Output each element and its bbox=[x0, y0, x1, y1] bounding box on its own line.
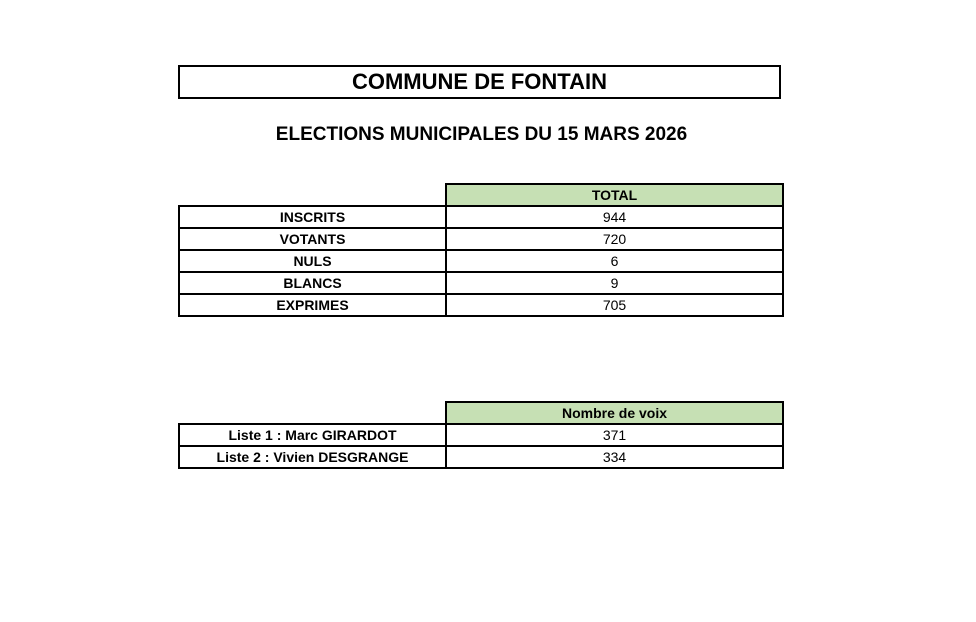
list-1-label: Liste 1 : Marc GIRARDOT bbox=[179, 424, 446, 446]
table-row bbox=[179, 424, 783, 446]
table-row bbox=[179, 272, 783, 294]
votes-header: Nombre de voix bbox=[446, 402, 783, 424]
election-title: ELECTIONS MUNICIPALES DU 15 MARS 2026 bbox=[275, 124, 688, 145]
row-label-votants: VOTANTS bbox=[179, 228, 446, 250]
list-1-votes: 371 bbox=[446, 424, 783, 446]
totals-table bbox=[178, 183, 784, 317]
table-row bbox=[179, 294, 783, 316]
row-value-blancs: 9 bbox=[446, 272, 783, 294]
row-label-inscrits: INSCRITS bbox=[179, 206, 446, 228]
commune-title: COMMUNE DE FONTAIN bbox=[178, 65, 781, 99]
totals-header-row bbox=[179, 184, 783, 206]
votes-header-row bbox=[179, 402, 783, 424]
table-row bbox=[179, 250, 783, 272]
row-label-blancs: BLANCS bbox=[179, 272, 446, 294]
list-2-label: Liste 2 : Vivien DESGRANGE bbox=[179, 446, 446, 468]
totals-header-spacer bbox=[179, 184, 446, 206]
votes-table bbox=[178, 401, 784, 469]
votes-header-spacer bbox=[179, 402, 446, 424]
row-value-exprimes: 705 bbox=[446, 294, 783, 316]
list-2-votes: 334 bbox=[446, 446, 783, 468]
table-row bbox=[179, 206, 783, 228]
table-row bbox=[179, 228, 783, 250]
row-label-exprimes: EXPRIMES bbox=[179, 294, 446, 316]
totals-header: TOTAL bbox=[446, 184, 783, 206]
row-value-inscrits: 944 bbox=[446, 206, 783, 228]
row-label-nuls: NULS bbox=[179, 250, 446, 272]
table-row bbox=[179, 446, 783, 468]
row-value-votants: 720 bbox=[446, 228, 783, 250]
row-value-nuls: 6 bbox=[446, 250, 783, 272]
